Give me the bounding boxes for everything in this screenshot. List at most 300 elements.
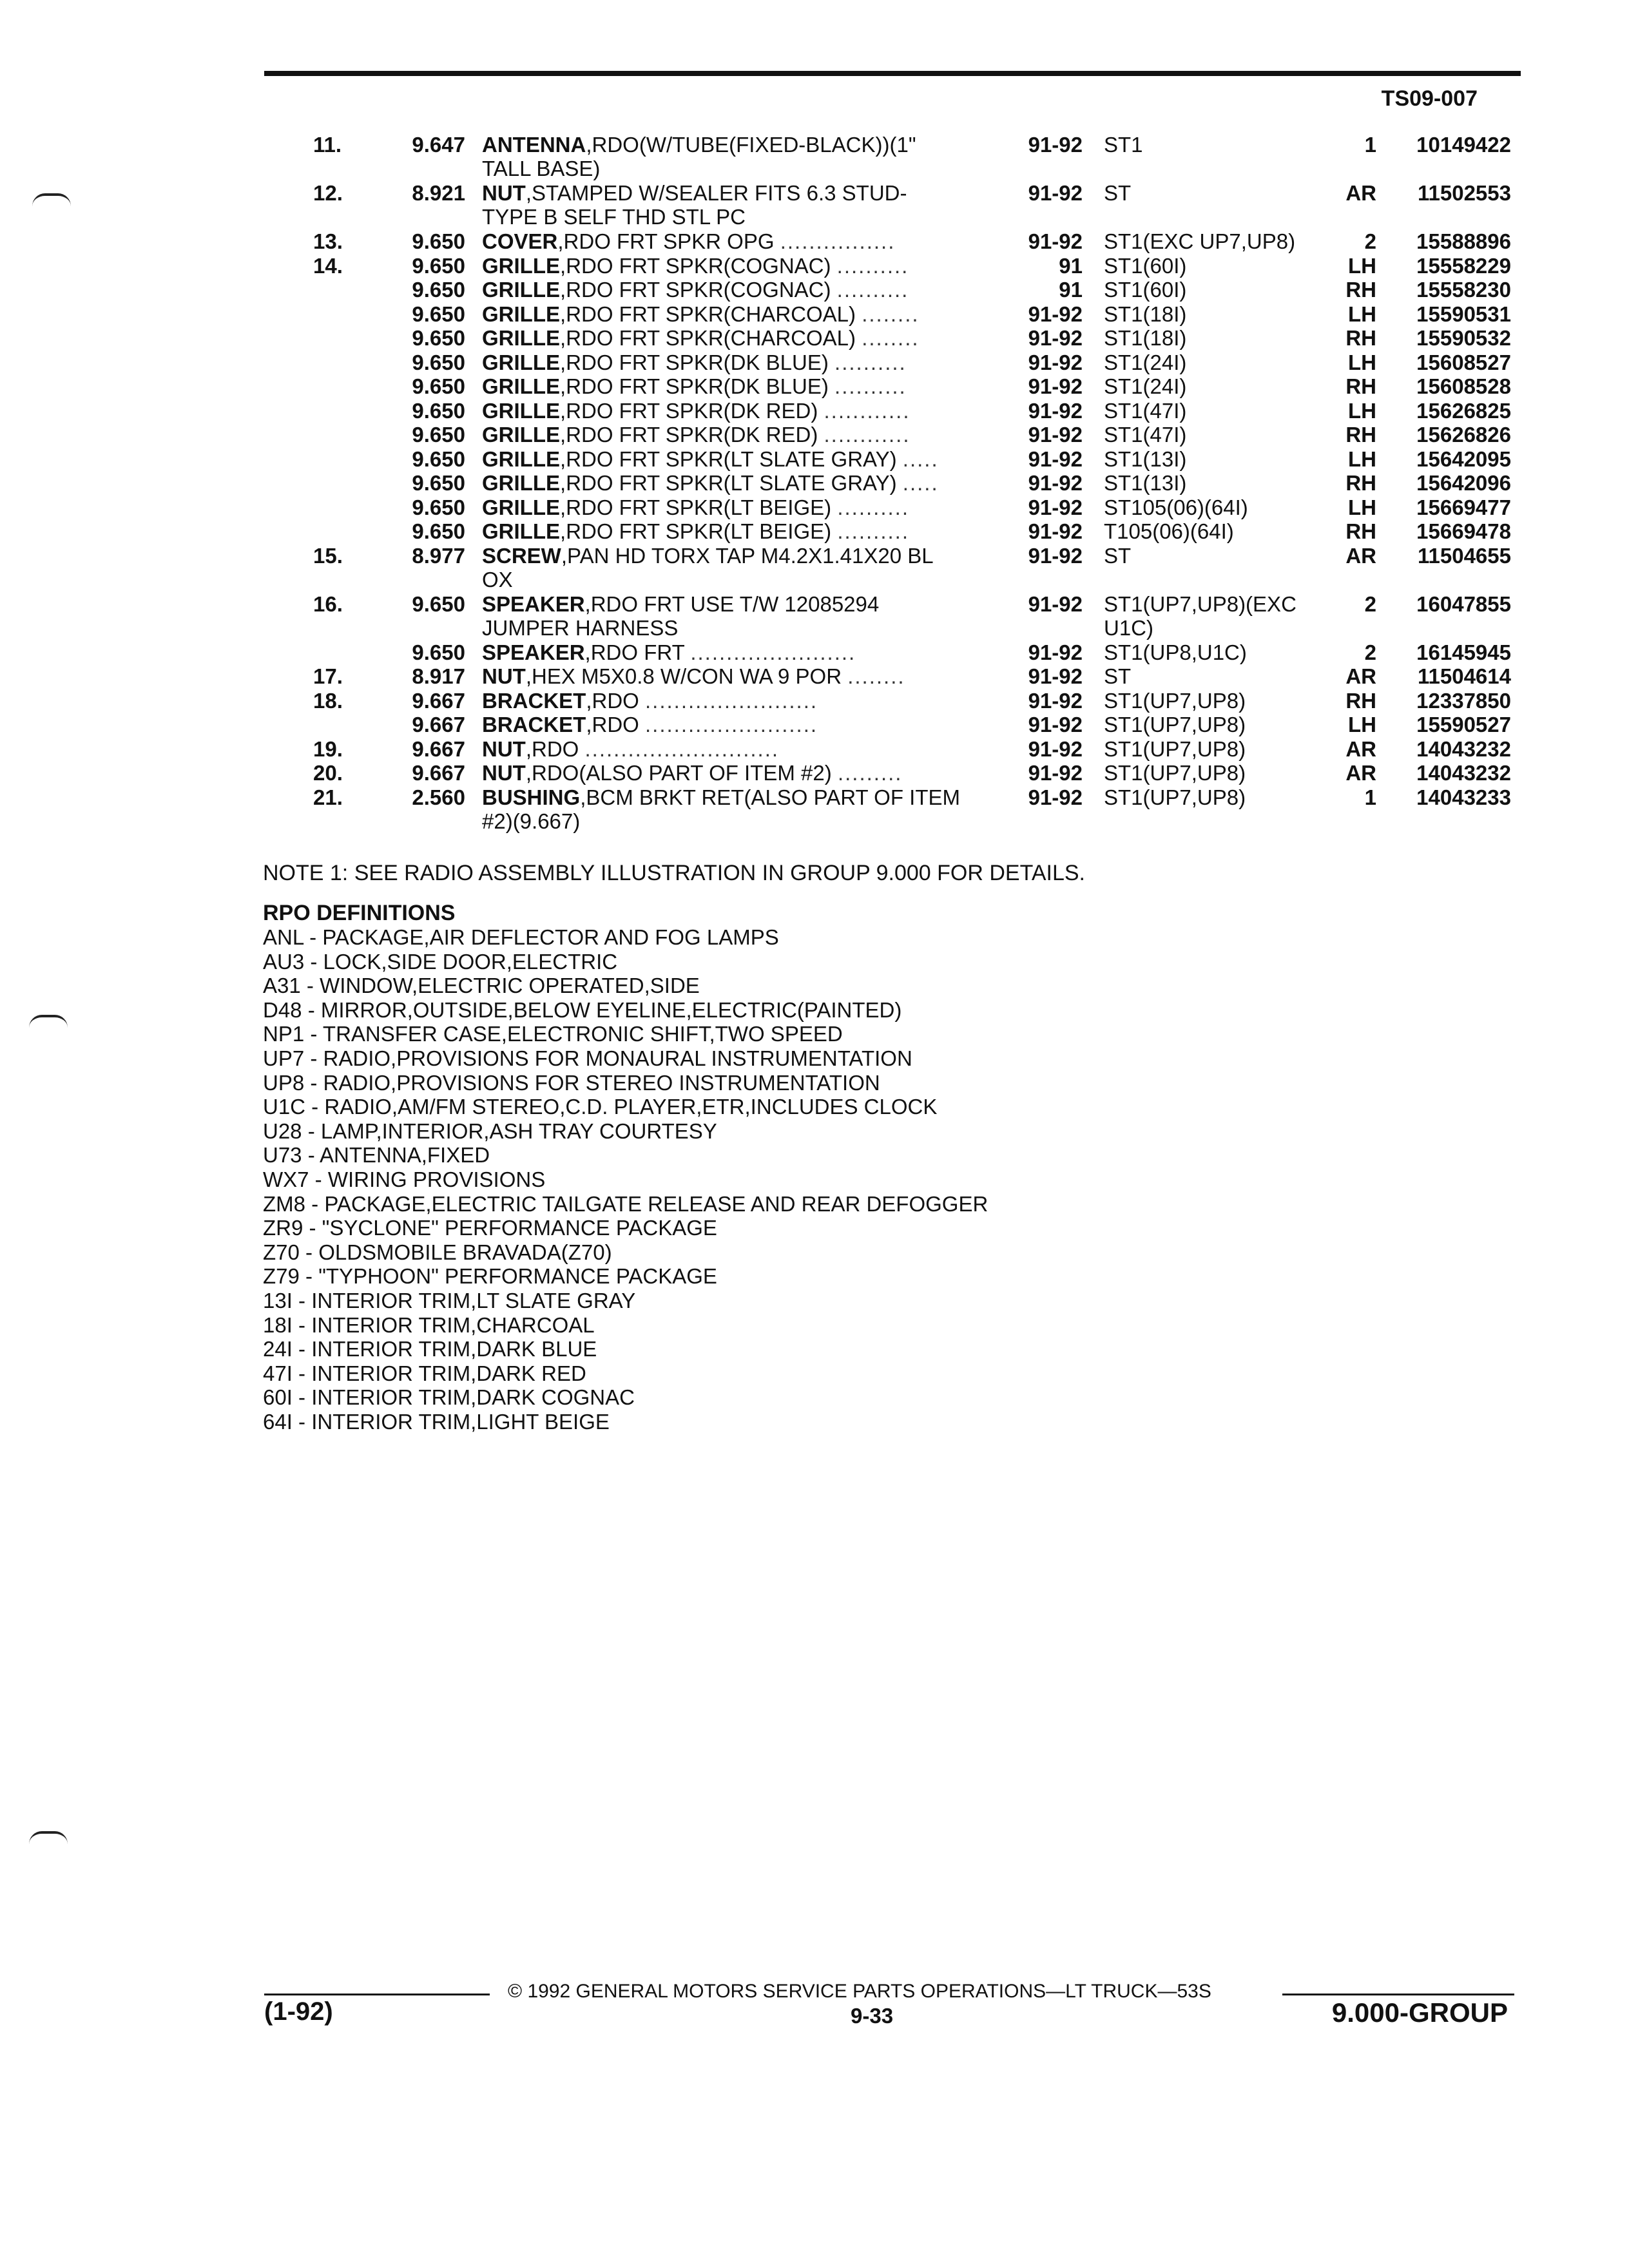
quantity: AR	[1345, 761, 1376, 785]
rpo-usage	[1104, 640, 1320, 664]
rpo-usage	[1104, 761, 1320, 785]
part-description	[482, 544, 998, 591]
quantity: RH	[1345, 326, 1376, 350]
part-row	[0, 278, 1629, 302]
quantity: RH	[1345, 374, 1376, 398]
rpo-usage	[1104, 399, 1320, 423]
rpo-code: ST1(13I)	[1104, 447, 1187, 471]
group-number: 9.650	[412, 374, 465, 398]
rpo-usage	[1104, 447, 1320, 471]
part-name: GRILLE	[482, 302, 560, 326]
part-desc: ,STAMPED W/SEALER FITS 6.3 STUD-	[525, 181, 907, 205]
rpo-definition: U28 - LAMP,INTERIOR,ASH TRAY COURTESY	[263, 1119, 717, 1143]
part-description	[482, 519, 998, 543]
rpo-usage	[1104, 326, 1320, 350]
rpo-definition: Z79 - "TYPHOON" PERFORMANCE PACKAGE	[263, 1264, 717, 1289]
rpo-code: ST105(06)(64I)	[1104, 495, 1248, 519]
part-desc: ,RDO	[525, 736, 579, 761]
part-name: SPEAKER	[482, 591, 585, 616]
rpo-definition: ZR9 - "SYCLONE" PERFORMANCE PACKAGE	[263, 1216, 717, 1240]
rpo-code: ST1(18I)	[1104, 302, 1187, 326]
part-desc: ,RDO FRT SPKR(DK RED)	[560, 423, 818, 447]
part-row	[0, 544, 1629, 592]
dot-leader: ...........................	[584, 736, 780, 761]
rpo-code: ST1(47I)	[1104, 423, 1187, 447]
group-number: 9.650	[412, 253, 465, 278]
rpo-code: ST1(UP7,UP8)(EXC	[1104, 591, 1296, 616]
part-name: GRILLE	[482, 495, 560, 519]
model-years: 91-92	[1028, 471, 1083, 495]
rpo-code: ST1(UP7,UP8)	[1104, 785, 1246, 809]
part-desc: ,RDO FRT SPKR(COGNAC)	[560, 253, 831, 278]
part-row	[0, 689, 1629, 713]
rpo-usage	[1104, 785, 1320, 809]
part-row	[0, 713, 1629, 737]
group-number: 8.917	[412, 664, 465, 688]
rpo-usage	[1104, 374, 1320, 398]
part-desc: ,RDO FRT SPKR(LT BEIGE)	[560, 495, 832, 519]
part-desc: ,RDO FRT SPKR(LT SLATE GRAY)	[560, 471, 897, 495]
part-number: 14043233	[1416, 785, 1511, 809]
rpo-usage	[1104, 181, 1320, 205]
part-number: 15590527	[1416, 713, 1511, 736]
model-years: 91-92	[1028, 423, 1083, 447]
quantity: LH	[1348, 495, 1376, 519]
rpo-code: ST1(EXC UP7,UP8)	[1104, 229, 1296, 253]
part-row	[0, 254, 1629, 278]
part-row	[0, 640, 1629, 665]
part-description	[482, 471, 998, 495]
rpo-definition: UP8 - RADIO,PROVISIONS FOR STEREO INSTRUMENTATION	[263, 1070, 880, 1095]
rpo-code: ST1(13I)	[1104, 471, 1187, 495]
rpo-definition: 47I - INTERIOR TRIM,DARK RED	[263, 1361, 586, 1385]
part-desc: ,BCM BRKT RET(ALSO PART OF ITEM	[580, 785, 960, 809]
part-number: 15590531	[1416, 302, 1511, 326]
part-name: GRILLE	[482, 398, 560, 423]
part-description	[482, 254, 998, 278]
dot-leader: ..........	[836, 253, 909, 278]
model-years: 91-92	[1028, 519, 1083, 543]
rpo-definition: WX7 - WIRING PROVISIONS	[263, 1167, 546, 1191]
top-rule	[264, 71, 1521, 76]
group-number: 2.560	[412, 785, 465, 809]
item-number: 17.	[313, 664, 343, 688]
rpo-code: ST1(24I)	[1104, 350, 1187, 374]
quantity: RH	[1345, 519, 1376, 543]
rpo-usage	[1104, 713, 1320, 736]
part-number: 15558230	[1416, 278, 1511, 302]
note-1: NOTE 1: SEE RADIO ASSEMBLY ILLUSTRATION IN GROUP 9.000 FOR DETAILS.	[263, 861, 1085, 885]
quantity: AR	[1345, 736, 1376, 761]
part-desc: ,RDO	[586, 688, 639, 713]
group-number: 9.650	[412, 447, 465, 471]
model-years: 91-92	[1028, 543, 1083, 568]
part-description	[482, 640, 998, 664]
part-description	[482, 713, 998, 736]
footer-rule-left	[264, 1994, 490, 1995]
part-desc-cont: JUMPER HARNESS	[482, 615, 679, 640]
quantity: AR	[1345, 181, 1376, 205]
part-number: 12337850	[1416, 688, 1511, 713]
part-name: GRILLE	[482, 423, 560, 447]
part-name: BRACKET	[482, 688, 586, 713]
rpo-definition: ZM8 - PACKAGE,ELECTRIC TAILGATE RELEASE AND REAR DEFOGGER	[263, 1191, 988, 1216]
group-number: 9.650	[412, 302, 465, 326]
rpo-usage	[1104, 302, 1320, 326]
part-row	[0, 664, 1629, 689]
part-description	[482, 592, 998, 640]
part-number: 16047855	[1416, 591, 1511, 616]
part-number: 15626826	[1416, 423, 1511, 447]
part-name: SPEAKER	[482, 640, 585, 664]
part-row	[0, 302, 1629, 327]
rpo-usage	[1104, 254, 1320, 278]
group-number: 9.650	[412, 278, 465, 302]
part-description	[482, 423, 998, 447]
dot-leader: ............	[824, 423, 911, 447]
group-number: 9.650	[412, 591, 465, 616]
rpo-definition: A31 - WINDOW,ELECTRIC OPERATED,SIDE	[263, 974, 700, 998]
part-name: BUSHING	[482, 785, 581, 809]
group-number: 9.650	[412, 495, 465, 519]
quantity: LH	[1348, 350, 1376, 374]
dot-leader: ..........	[834, 374, 907, 398]
rpo-code: ST1(UP7,UP8)	[1104, 761, 1246, 785]
part-description	[482, 689, 998, 713]
part-number: 15608527	[1416, 350, 1511, 374]
group-number: 9.650	[412, 326, 465, 350]
part-row	[0, 447, 1629, 472]
part-desc: ,RDO FRT SPKR(DK BLUE)	[560, 374, 829, 398]
group-number: 9.650	[412, 350, 465, 374]
part-number: 15669477	[1416, 495, 1511, 519]
parts-list	[0, 133, 1629, 834]
model-years: 91-92	[1028, 495, 1083, 519]
group-number: 8.977	[412, 543, 465, 568]
group-number: 8.921	[412, 181, 465, 205]
dot-leader: ..........	[834, 350, 907, 374]
dot-leader: .........	[837, 761, 903, 785]
part-row	[0, 592, 1629, 640]
dot-leader: ........	[847, 664, 905, 688]
part-desc: ,RDO FRT USE T/W 12085294	[584, 591, 880, 616]
rpo-code: ST1(24I)	[1104, 374, 1187, 398]
rpo-definitions-list	[263, 925, 988, 1434]
part-number: 15608528	[1416, 374, 1511, 398]
part-description	[482, 737, 998, 761]
group-number: 9.650	[412, 640, 465, 664]
rpo-code: ST	[1104, 181, 1132, 205]
rpo-usage	[1104, 351, 1320, 374]
page-number: 9-33	[851, 2004, 894, 2028]
quantity: RH	[1345, 278, 1376, 302]
part-number: 15642095	[1416, 447, 1511, 471]
rpo-usage	[1104, 592, 1320, 640]
group-number: 9.667	[412, 688, 465, 713]
rpo-definition: ANL - PACKAGE,AIR DEFLECTOR AND FOG LAMPS	[263, 925, 779, 949]
group-number: 9.647	[412, 133, 465, 157]
part-row	[0, 399, 1629, 423]
rpo-heading: RPO DEFINITIONS	[263, 901, 456, 925]
part-description	[482, 447, 998, 471]
part-row	[0, 519, 1629, 544]
part-name: BRACKET	[482, 713, 586, 736]
rpo-usage	[1104, 519, 1320, 543]
quantity: LH	[1348, 253, 1376, 278]
quantity: 2	[1364, 640, 1376, 664]
rpo-definition: 60I - INTERIOR TRIM,DARK COGNAC	[263, 1385, 635, 1410]
part-number: 15642096	[1416, 471, 1511, 495]
part-desc: ,RDO(ALSO PART OF ITEM #2)	[525, 761, 832, 785]
binder-hole-mark	[29, 1831, 68, 1844]
quantity: 2	[1364, 229, 1376, 253]
part-name: NUT	[482, 736, 526, 761]
part-row	[0, 785, 1629, 834]
dot-leader: .......................	[690, 640, 856, 664]
model-years: 91-92	[1028, 398, 1083, 423]
part-desc: ,RDO FRT SPKR(CHARCOAL)	[560, 302, 856, 326]
part-description	[482, 785, 998, 833]
item-number: 19.	[313, 736, 343, 761]
rpo-usage	[1104, 471, 1320, 495]
part-description	[482, 181, 998, 229]
item-number: 15.	[313, 543, 343, 568]
part-name: GRILLE	[482, 519, 560, 543]
dot-leader: ..........	[837, 495, 909, 519]
part-number: 16145945	[1416, 640, 1511, 664]
model-years: 91-92	[1028, 229, 1083, 253]
part-description	[482, 302, 998, 326]
rpo-usage	[1104, 229, 1320, 253]
part-name: GRILLE	[482, 278, 560, 302]
dot-leader: ........................	[645, 713, 818, 736]
part-name: SCREW	[482, 543, 561, 568]
part-description	[482, 664, 998, 688]
part-desc-cont: TALL BASE)	[482, 157, 601, 180]
dot-leader: ........................	[645, 688, 818, 713]
rpo-code: ST1(60I)	[1104, 253, 1187, 278]
model-years: 91-92	[1028, 761, 1083, 785]
rpo-code: ST1(47I)	[1104, 398, 1187, 423]
rpo-code: ST1(18I)	[1104, 326, 1187, 350]
rpo-definition: U1C - RADIO,AM/FM STEREO,C.D. PLAYER,ETR,INCLUDES CLOCK	[263, 1095, 938, 1119]
part-description	[482, 133, 998, 180]
copyright-line: © 1992 GENERAL MOTORS SERVICE PARTS OPERATIONS—LT TRUCK—53S	[508, 1981, 1211, 2002]
part-row	[0, 351, 1629, 375]
quantity: RH	[1345, 423, 1376, 447]
part-name: GRILLE	[482, 326, 560, 350]
part-description	[482, 761, 998, 785]
part-desc: ,PAN HD TORX TAP M4.2X1.41X20 BL	[561, 543, 934, 568]
model-years: 91-92	[1028, 447, 1083, 471]
part-description	[482, 399, 998, 423]
item-number: 16.	[313, 591, 343, 616]
part-row	[0, 761, 1629, 785]
rpo-usage	[1104, 544, 1320, 568]
item-number: 21.	[313, 785, 343, 809]
part-desc-cont: OX	[482, 567, 513, 591]
rpo-definition: 64I - INTERIOR TRIM,LIGHT BEIGE	[263, 1409, 610, 1434]
part-number: 10149422	[1416, 133, 1511, 157]
rpo-code: ST1(UP7,UP8)	[1104, 736, 1246, 761]
rpo-usage	[1104, 689, 1320, 713]
quantity: RH	[1345, 471, 1376, 495]
model-years: 91-92	[1028, 688, 1083, 713]
rpo-code: ST1	[1104, 133, 1143, 157]
part-name: ANTENNA	[482, 133, 586, 157]
rpo-definition: UP7 - RADIO,PROVISIONS FOR MONAURAL INSTRUMENTATION	[263, 1046, 912, 1070]
part-desc-cont: #2)(9.667)	[482, 809, 581, 833]
model-years: 91-92	[1028, 736, 1083, 761]
rpo-definition: 13I - INTERIOR TRIM,LT SLATE GRAY	[263, 1288, 636, 1312]
dot-leader: ........	[862, 302, 920, 326]
part-number: 15558229	[1416, 253, 1511, 278]
dot-leader: ..........	[837, 519, 909, 543]
model-years: 91-92	[1028, 374, 1083, 398]
rpo-definition: 18I - INTERIOR TRIM,CHARCOAL	[263, 1312, 595, 1337]
part-number: 15626825	[1416, 398, 1511, 423]
part-number: 11502553	[1417, 181, 1511, 205]
item-number: 11.	[313, 133, 342, 157]
part-row	[0, 495, 1629, 520]
part-desc: ,RDO FRT SPKR(LT SLATE GRAY)	[560, 447, 897, 471]
dot-leader: ..........	[836, 278, 909, 302]
group-number: 9.650	[412, 423, 465, 447]
rpo-definition: U73 - ANTENNA,FIXED	[263, 1143, 490, 1168]
part-name: NUT	[482, 181, 526, 205]
rpo-usage	[1104, 423, 1320, 447]
model-years: 91-92	[1028, 350, 1083, 374]
part-name: GRILLE	[482, 253, 560, 278]
rpo-usage	[1104, 737, 1320, 761]
model-years: 91	[1059, 253, 1083, 278]
model-years: 91-92	[1028, 591, 1083, 616]
quantity: 1	[1364, 133, 1376, 157]
rpo-code: ST1(UP7,UP8)	[1104, 688, 1246, 713]
model-years: 91-92	[1028, 302, 1083, 326]
part-row	[0, 229, 1629, 254]
item-number: 13.	[313, 229, 343, 253]
quantity: LH	[1348, 713, 1376, 736]
group-number: 9.650	[412, 229, 465, 253]
group-number: 9.650	[412, 471, 465, 495]
part-name: GRILLE	[482, 447, 560, 471]
rpo-code: ST	[1104, 664, 1132, 688]
part-number: 15669478	[1416, 519, 1511, 543]
rpo-definition: Z70 - OLDSMOBILE BRAVADA(Z70)	[263, 1240, 612, 1264]
part-desc: ,HEX M5X0.8 W/CON WA 9 POR	[525, 664, 842, 688]
dot-leader: .....	[902, 471, 939, 495]
rpo-usage	[1104, 664, 1320, 688]
group-number: 9.667	[412, 736, 465, 761]
model-years: 91-92	[1028, 326, 1083, 350]
part-row	[0, 423, 1629, 447]
model-years: 91-92	[1028, 640, 1083, 664]
part-row	[0, 374, 1629, 399]
part-name: GRILLE	[482, 350, 560, 374]
rpo-definition: AU3 - LOCK,SIDE DOOR,ELECTRIC	[263, 949, 618, 974]
quantity: RH	[1345, 688, 1376, 713]
item-number: 14.	[313, 253, 343, 278]
part-description	[482, 495, 998, 519]
part-name: GRILLE	[482, 374, 560, 398]
quantity: 2	[1364, 591, 1376, 616]
quantity: 1	[1364, 785, 1376, 809]
group-number: 9.650	[412, 519, 465, 543]
rpo-code: ST1(UP7,UP8)	[1104, 713, 1246, 736]
rpo-code: ST	[1104, 543, 1132, 568]
item-number: 12.	[313, 181, 343, 205]
rpo-code-cont: U1C)	[1104, 615, 1154, 640]
part-name: NUT	[482, 761, 526, 785]
doc-code: TS09-007	[1381, 86, 1478, 111]
part-desc: ,RDO FRT SPKR(DK RED)	[560, 398, 818, 423]
group-label: 9.000-GROUP	[1331, 1997, 1508, 2028]
part-desc: ,RDO(W/TUBE(FIXED-BLACK))(1"	[586, 133, 916, 157]
part-row	[0, 326, 1629, 351]
rpo-definition: NP1 - TRANSFER CASE,ELECTRONIC SHIFT,TWO SPEED	[263, 1022, 843, 1046]
part-desc: ,RDO FRT	[584, 640, 685, 664]
part-number: 14043232	[1416, 761, 1511, 785]
part-number: 11504614	[1417, 664, 1511, 688]
part-number: 15590532	[1416, 326, 1511, 350]
dot-leader: ............	[824, 398, 911, 423]
part-desc: ,RDO FRT SPKR(COGNAC)	[560, 278, 831, 302]
part-name: COVER	[482, 229, 558, 253]
group-number: 9.667	[412, 713, 465, 736]
quantity: LH	[1348, 447, 1376, 471]
rpo-definition: 24I - INTERIOR TRIM,DARK BLUE	[263, 1337, 597, 1361]
item-number: 20.	[313, 761, 343, 785]
part-row	[0, 133, 1629, 181]
group-number: 9.650	[412, 398, 465, 423]
quantity: AR	[1345, 543, 1376, 568]
rpo-usage	[1104, 278, 1320, 302]
model-years: 91	[1059, 278, 1083, 302]
part-description	[482, 351, 998, 374]
rpo-usage	[1104, 495, 1320, 519]
part-row	[0, 737, 1629, 762]
item-number: 18.	[313, 688, 343, 713]
model-years: 91-92	[1028, 785, 1083, 809]
part-desc-cont: TYPE B SELF THD STL PC	[482, 205, 746, 229]
dot-leader: .....	[902, 447, 939, 471]
dot-leader: ................	[780, 229, 896, 253]
rpo-code: T105(06)(64I)	[1104, 519, 1234, 543]
binder-hole-mark	[29, 1015, 68, 1028]
part-number: 11504655	[1417, 543, 1511, 568]
part-desc: ,RDO FRT SPKR(CHARCOAL)	[560, 326, 856, 350]
part-number: 14043232	[1416, 736, 1511, 761]
quantity: LH	[1348, 398, 1376, 423]
rpo-definition: D48 - MIRROR,OUTSIDE,BELOW EYELINE,ELECTRIC(PAINTED)	[263, 997, 902, 1022]
quantity: LH	[1348, 302, 1376, 326]
model-years: 91-92	[1028, 713, 1083, 736]
part-description	[482, 278, 998, 302]
part-description	[482, 374, 998, 398]
part-name: NUT	[482, 664, 526, 688]
rpo-code: ST1(60I)	[1104, 278, 1187, 302]
part-row	[0, 471, 1629, 495]
part-row	[0, 181, 1629, 229]
model-years: 91-92	[1028, 181, 1083, 205]
rpo-code: ST1(UP8,U1C)	[1104, 640, 1247, 664]
part-number: 15588896	[1416, 229, 1511, 253]
part-desc: ,RDO	[586, 713, 639, 736]
part-description	[482, 326, 998, 350]
model-years: 91-92	[1028, 664, 1083, 688]
part-desc: ,RDO FRT SPKR(DK BLUE)	[560, 350, 829, 374]
